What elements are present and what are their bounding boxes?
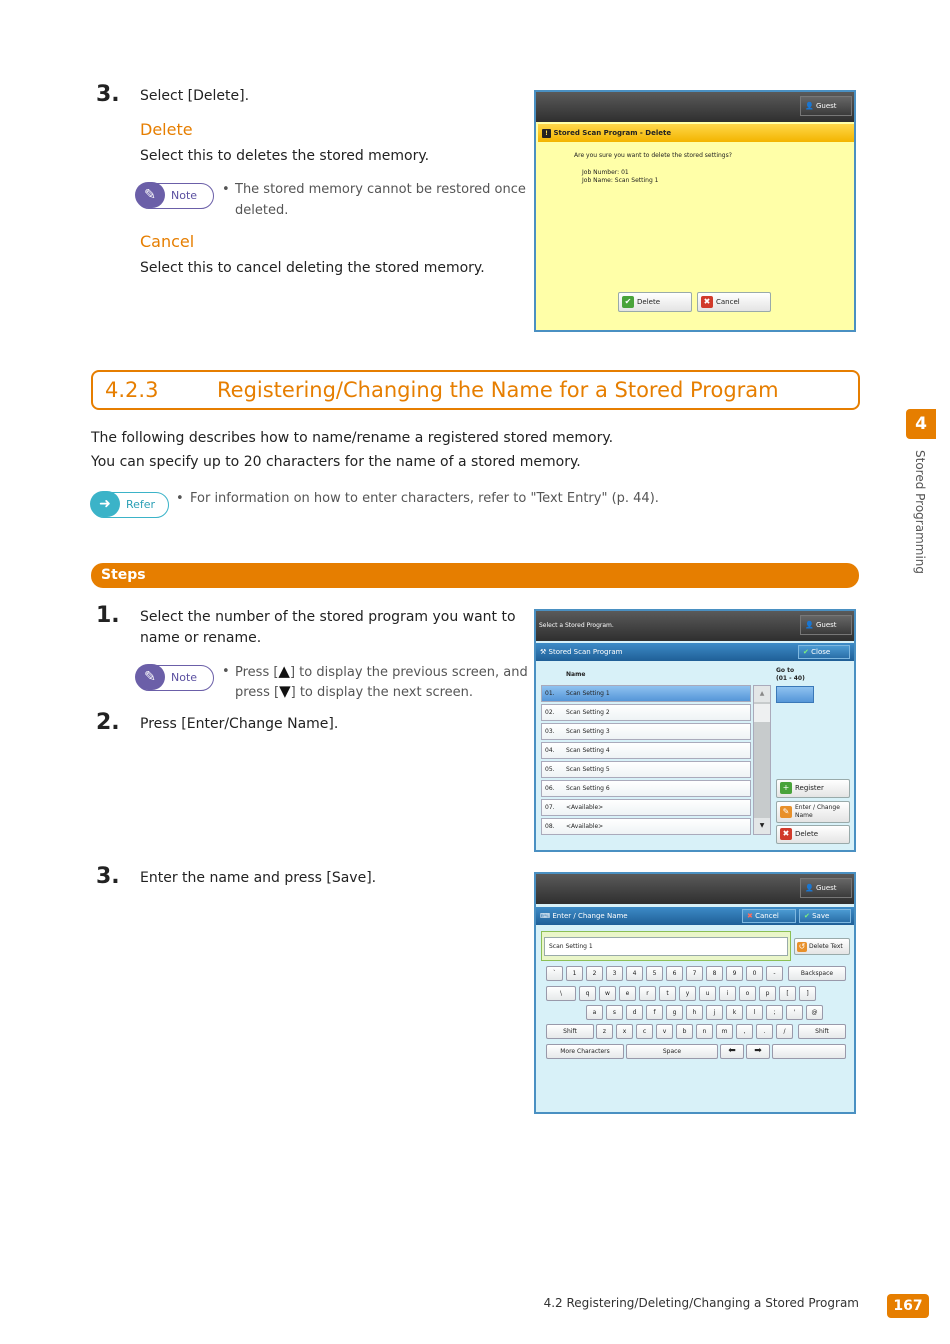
cancel-button-label: Cancel (716, 298, 740, 306)
note-label: Note (171, 189, 198, 202)
row-number: 03. (545, 728, 555, 735)
backspace-key[interactable]: Backspace (788, 966, 846, 981)
table-row[interactable] (541, 799, 751, 816)
warning-icon: ! (542, 129, 551, 138)
chapter-label-text: Stored Programming (913, 450, 927, 575)
key[interactable]: ' (786, 1005, 803, 1020)
key[interactable]: j (706, 1005, 723, 1020)
step-number: 3. (96, 864, 120, 889)
page-number: 167 (887, 1294, 929, 1318)
check-icon: ✔ (803, 648, 809, 656)
key[interactable]: ` (546, 966, 563, 981)
program-icon: ⚒ (540, 648, 547, 656)
key[interactable]: 5 (646, 966, 663, 981)
key[interactable]: ] (799, 986, 816, 1001)
delete-label: Delete (795, 830, 818, 838)
key[interactable]: l (746, 1005, 763, 1020)
top-bar (536, 611, 854, 641)
row-name: Scan Setting 5 (566, 766, 610, 773)
arrow-right-icon: ➜ (90, 491, 120, 517)
key[interactable]: a (586, 1005, 603, 1020)
table-row[interactable] (541, 780, 751, 797)
intro-line: The following describes how to name/rename a registered stored memory. (91, 430, 614, 446)
enter-name-screenshot (534, 872, 856, 1114)
check-icon: ✔ (622, 296, 634, 308)
delete-button-label: Delete (637, 298, 660, 306)
save-button[interactable] (799, 909, 851, 923)
step-text: Press [Enter/Change Name]. (140, 716, 339, 732)
key[interactable]: 4 (626, 966, 643, 981)
key[interactable]: v (656, 1024, 673, 1039)
cancel-button[interactable] (697, 292, 771, 312)
key[interactable]: 8 (706, 966, 723, 981)
table-row[interactable] (541, 685, 751, 702)
row-name: <Available> (566, 823, 604, 830)
eraser-icon: ↺ (798, 941, 806, 951)
enter-change-label: Name (795, 812, 813, 819)
plus-icon: + (780, 782, 792, 794)
key[interactable]: 3 (606, 966, 623, 981)
steps-label: Steps (101, 567, 146, 583)
row-number: 05. (545, 766, 555, 773)
step-number: 3. (96, 82, 120, 107)
pencil-icon: ✎ (780, 806, 792, 818)
top-bar (536, 874, 854, 904)
close-button[interactable] (798, 645, 850, 659)
note-label: Note (171, 671, 198, 684)
goto-input[interactable] (776, 686, 814, 703)
key[interactable]: e (619, 986, 636, 1001)
key[interactable]: / (776, 1024, 793, 1039)
cancel-description: Select this to cancel deleting the stored memory. (140, 260, 485, 276)
key[interactable]: s (606, 1005, 623, 1020)
guest-button[interactable] (800, 96, 852, 116)
delete-description: Select this to deletes the stored memory. (140, 148, 430, 164)
key[interactable]: ; (766, 1005, 783, 1020)
refer-label: Refer (126, 498, 156, 511)
x-icon: ✖ (780, 828, 792, 840)
table-row[interactable] (541, 761, 751, 778)
more-characters-key[interactable]: More Characters (546, 1044, 624, 1059)
goto-label: Go to (776, 667, 795, 674)
register-button[interactable] (776, 779, 850, 798)
cancel-heading: Cancel (140, 232, 195, 251)
delete-button[interactable] (618, 292, 692, 312)
key[interactable]: q (579, 986, 596, 1001)
key[interactable]: 1 (566, 966, 583, 981)
pencil-icon: ✎ (135, 182, 165, 208)
refer-badge (91, 492, 169, 518)
key[interactable]: i (719, 986, 736, 1001)
title-bar (536, 643, 854, 661)
key[interactable]: - (766, 966, 783, 981)
row-name: Scan Setting 3 (566, 728, 610, 735)
top-bar (536, 92, 854, 122)
screen-title: Stored Scan Program (548, 648, 623, 656)
register-label: Register (795, 784, 824, 792)
key[interactable]: z (596, 1024, 613, 1039)
key[interactable]: 0 (746, 966, 763, 981)
key[interactable]: p (759, 986, 776, 1001)
cancel-label: Cancel (755, 912, 779, 920)
name-input[interactable]: Scan Setting 1 (544, 937, 788, 956)
space-key[interactable]: Space (626, 1044, 718, 1059)
note-bullet: • (222, 182, 230, 197)
enter-change-name-button[interactable] (776, 801, 850, 823)
delete-heading: Delete (140, 120, 193, 139)
key[interactable]: 6 (666, 966, 683, 981)
user-icon: 👤 (805, 621, 814, 629)
key[interactable]: g (666, 1005, 683, 1020)
key[interactable]: d (626, 1005, 643, 1020)
close-label: Close (811, 648, 831, 656)
dialog-title: Stored Scan Program - Delete (553, 129, 672, 137)
triangle-down-icon: ▼ (279, 682, 291, 700)
key[interactable]: h (686, 1005, 703, 1020)
triangle-up-icon: ▲ (278, 662, 290, 680)
refer-text[interactable]: For information on how to enter characters, refer to "Text Entry" (p. 44). (190, 491, 659, 506)
job-number: Job Number: 01 (582, 169, 629, 176)
step-number: 1. (96, 603, 120, 628)
section-number: 4.2.3 (105, 378, 159, 402)
stored-program-list-screenshot (534, 609, 856, 852)
guest-button[interactable] (800, 878, 852, 898)
row-name: Scan Setting 4 (566, 747, 610, 754)
shift-key[interactable]: Shift (546, 1024, 594, 1039)
step-text: Enter the name and press [Save]. (140, 870, 377, 886)
note-text: The stored memory cannot be restored once (235, 182, 526, 197)
guest-button[interactable] (800, 615, 852, 635)
row-number: 01. (545, 690, 555, 697)
key[interactable]: c (636, 1024, 653, 1039)
table-row[interactable] (541, 818, 751, 835)
key[interactable]: w (599, 986, 616, 1001)
note-bullet: • (222, 664, 230, 679)
note-text-part: ] to display the previous screen, and (289, 665, 528, 680)
blank-key[interactable] (772, 1044, 846, 1059)
note-text-part: ] to display the next screen. (290, 685, 474, 700)
row-number: 07. (545, 804, 555, 811)
x-icon: ✖ (747, 912, 753, 920)
row-number: 02. (545, 709, 555, 716)
key[interactable]: k (726, 1005, 743, 1020)
save-label: Save (812, 912, 830, 920)
table-row[interactable] (541, 723, 751, 740)
check-icon: ✔ (804, 912, 810, 920)
section-title: Registering/Changing the Name for a Stored Program (217, 378, 779, 402)
arrow-left-icon[interactable]: ⬅ (720, 1044, 744, 1059)
section-heading (91, 370, 860, 410)
key[interactable]: [ (779, 986, 796, 1001)
step-number: 2. (96, 710, 120, 735)
scroll-up-button[interactable]: ▲ (754, 686, 770, 702)
key[interactable]: u (699, 986, 716, 1001)
note-badge (136, 183, 214, 209)
key[interactable]: n (696, 1024, 713, 1039)
scroll-thumb[interactable] (754, 704, 770, 722)
keyboard-icon: ⌨ (540, 912, 551, 920)
row-number: 06. (545, 785, 555, 792)
delete-text-label: Delete Text (809, 943, 843, 950)
key[interactable]: b (676, 1024, 693, 1039)
cancel-button[interactable] (742, 909, 796, 923)
pencil-icon: ✎ (135, 664, 165, 690)
x-icon: ✖ (701, 296, 713, 308)
row-name: Scan Setting 1 (566, 690, 610, 697)
key[interactable]: . (756, 1024, 773, 1039)
chapter-tab: 4 (906, 409, 936, 439)
shift-key[interactable]: Shift (798, 1024, 846, 1039)
user-icon: 👤 (805, 884, 814, 892)
note-text (235, 681, 473, 703)
footer-text: 4.2 Registering/Deleting/Changing a Stored Program (543, 1296, 859, 1310)
key[interactable]: r (639, 986, 656, 1001)
key[interactable]: o (739, 986, 756, 1001)
dialog-question: Are you sure you want to delete the stored settings? (574, 152, 732, 159)
key[interactable]: t (659, 986, 676, 1001)
row-number: 08. (545, 823, 555, 830)
note-text-part: Press [ (235, 665, 279, 680)
row-name: <Available> (566, 804, 604, 811)
key[interactable]: 7 (686, 966, 703, 981)
column-name: Name (566, 671, 586, 678)
title-bar (536, 907, 854, 925)
step-text: Select the number of the stored program you want to (140, 609, 516, 625)
row-number: 04. (545, 747, 555, 754)
user-icon: 👤 (805, 102, 814, 110)
name-field-frame (541, 931, 791, 961)
arrow-right-icon[interactable]: ➡ (746, 1044, 770, 1059)
intro-line: You can specify up to 20 characters for the name of a stored memory. (91, 454, 581, 470)
job-name: Job Name: Scan Setting 1 (582, 177, 659, 184)
guest-label: Guest (815, 102, 837, 110)
table-row[interactable] (541, 704, 751, 721)
dialog-title-bar (538, 124, 854, 142)
delete-text-button[interactable] (794, 938, 850, 955)
key[interactable]: m (716, 1024, 733, 1039)
screen-header: Select a Stored Program. (539, 622, 614, 629)
note-text (235, 661, 528, 683)
steps-bar (91, 563, 859, 588)
scroll-down-button[interactable]: ▼ (754, 818, 770, 834)
note-badge (136, 665, 214, 691)
goto-range: (01 - 40) (776, 675, 805, 682)
key[interactable]: , (736, 1024, 753, 1039)
guest-label: Guest (815, 884, 837, 892)
delete-button[interactable] (776, 825, 850, 844)
row-name: Scan Setting 6 (566, 785, 610, 792)
row-name: Scan Setting 2 (566, 709, 610, 716)
key[interactable]: 2 (586, 966, 603, 981)
key[interactable]: y (679, 986, 696, 1001)
key[interactable]: 9 (726, 966, 743, 981)
note-text-part: press [ (235, 685, 280, 700)
delete-dialog-screenshot (534, 90, 856, 332)
step-text: Select [Delete]. (140, 88, 250, 104)
scrollbar[interactable] (753, 685, 771, 835)
key[interactable]: f (646, 1005, 663, 1020)
table-row[interactable] (541, 742, 751, 759)
key[interactable]: @ (806, 1005, 823, 1020)
enter-change-label: Enter / Change (795, 804, 840, 811)
key[interactable]: x (616, 1024, 633, 1039)
refer-bullet: • (176, 491, 184, 506)
guest-label: Guest (815, 621, 837, 629)
note-text: deleted. (235, 203, 289, 218)
chapter-label (905, 450, 935, 580)
screen-title: Enter / Change Name (552, 912, 628, 920)
key[interactable]: \ (546, 986, 576, 1001)
step-text: name or rename. (140, 630, 262, 646)
